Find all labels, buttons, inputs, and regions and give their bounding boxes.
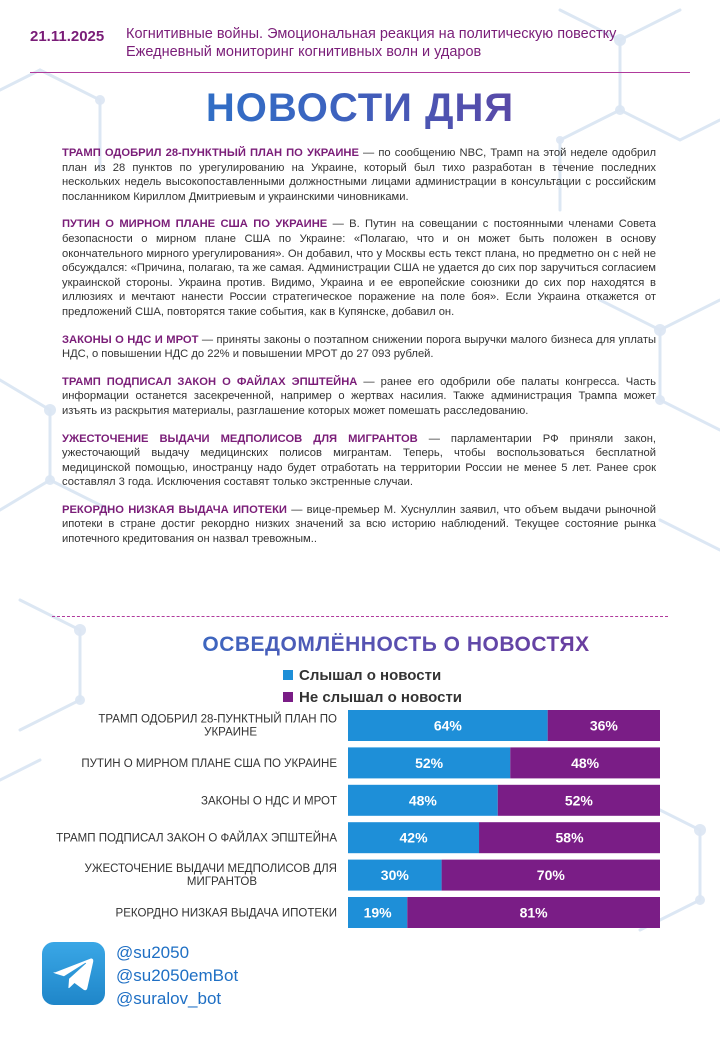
bar-value-label: 19% <box>363 904 392 921</box>
footer <box>42 942 342 1012</box>
category-label: ЗАКОНЫ О НДС И МРОТ <box>201 795 337 808</box>
category-label: УЖЕСТОЧЕНИЕ ВЫДАЧИ МЕДПОЛИСОВ ДЛЯ МИГРАНТОВ <box>84 863 337 889</box>
news-headline: ЗАКОНЫ О НДС И МРОТ <box>62 333 199 346</box>
news-headline: РЕКОРДНО НИЗКАЯ ВЫДАЧА ИПОТЕКИ <box>62 503 287 516</box>
telegram-handles <box>116 941 238 1010</box>
subtitle-line-1: Когнитивные войны. Эмоциональная реакция на политическую повестку <box>126 26 617 42</box>
bar-value-label: 36% <box>589 717 618 734</box>
news-text: — ранее его одобрили обе палаты конгресса. Часть информации останется засекреченной, например о жертвах насилия. Также администрация Трампа может изъять из раскрытия материалы, разглашение которых может помешать расследованию. <box>62 375 656 417</box>
bar-value-label: 30% <box>380 867 409 884</box>
legend-label-not-heard: Не слышал о новости <box>299 688 463 706</box>
bar-value-label: 64% <box>433 717 462 734</box>
news-text: — парламентарии РФ приняли закон, ужесточающий выдачу медицинских полисов мигрантам. Теперь, чтобы воспользоваться бесплатной медицинской помощью, иностранцу надо будет отработать на территории России не менее 5 лет. Ранее срок составлял 3 года. Исключения составят только экстренные случаи. <box>62 432 657 489</box>
news-headline: ПУТИН О МИРНОМ ПЛАНЕ США ПО УКРАИНЕ <box>62 218 328 231</box>
bar-value-label: 58% <box>555 829 584 846</box>
handle-link[interactable]: @su2050 <box>116 943 190 962</box>
category-label: ТРАМП ОДОБРИЛ 28-ПУНКТНЫЙ ПЛАН ПО УКРАИНЕ <box>98 713 337 739</box>
news-headline: УЖЕСТОЧЕНИЕ ВЫДАЧИ МЕДПОЛИСОВ ДЛЯ МИГРАНТОВ <box>62 432 418 445</box>
report-date: 21.11.2025 <box>30 28 105 45</box>
bar-value-label: 48% <box>571 754 600 771</box>
news-headline: ТРАМП ОДОБРИЛ 28-ПУНКТНЫЙ ПЛАН ПО УКРАИНЕ <box>62 147 359 159</box>
news-text: — В. Путин на совещании с постоянными членами Совета безопасности о мирном плане США по Украине: «Полагаю, что и он может быть положен в основу окончательного мирного урегулирования». Он добавил, что у Москвы есть текст плана, но предметно он с ней не обсуждался: «Причина, полагаю, та же самая. Администрации США не удается до сих пор заручиться согласием украинской стороны. Украина против. Видимо, Украина и ее европейские союзники до сих пор находятся в иллюзиях и мечтают нанести России стратегическое поражение на поле боя». Если Украина откажется от предложений США, повторятся такие события, как в Купянске, добавил он. <box>62 218 656 318</box>
telegram-icon[interactable] <box>42 942 105 1005</box>
bar-value-label: 42% <box>399 829 428 846</box>
news-text: — вице-премьер М. Хуснуллин заявил, что объем выдачи рыночной ипотеки в стране достиг рекордно низких значений за всю историю наблюдений. Текущее состояние рынка ипотечного кредитования он назвал тревожным.. <box>62 503 656 546</box>
bar-value-label: 70% <box>536 867 565 884</box>
category-label: ТРАМП ПОДПИСАЛ ЗАКОН О ФАЙЛАХ ЭПШТЕЙНА <box>56 832 337 845</box>
category-label: РЕКОРДНО НИЗКАЯ ВЫДАЧА ИПОТЕКИ <box>115 907 337 920</box>
news-headline: ТРАМП ПОДПИСАЛ ЗАКОН О ФАЙЛАХ ЭПШТЕЙНА <box>62 375 358 388</box>
category-label: ПУТИН О МИРНОМ ПЛАНЕ США ПО УКРАИНЕ <box>81 757 337 770</box>
news-text: — по сообщению NBC, Трамп на этой неделе одобрил план из 28 пунктов по урегулированию на Украине, который был тихо разработан в течение последних нескольких недель высокопоставленными должностными лицами администрации в консультации с российским посланником Кириллом Дмитриевым и украинскими чиновниками. <box>62 147 656 203</box>
bar-value-label: 52% <box>564 792 593 809</box>
legend-label-heard: Слышал о новости <box>299 666 442 684</box>
handle-link[interactable]: @suralov_bot <box>116 989 222 1008</box>
chart-title: ОСВЕДОМЛЁННОСТЬ О НОВОСТЯХ <box>0 633 720 657</box>
page-title: НОВОСТИ ДНЯ <box>0 86 720 131</box>
handle-link[interactable]: @su2050emBot <box>116 966 239 985</box>
bar-value-label: 81% <box>519 904 548 921</box>
bar-value-label: 48% <box>408 792 437 809</box>
news-text: — приняты законы о поэтапном снижении порога выручки малого бизнеса для уплаты НДС, о повышении НДС до 22% и повышении МРОТ до 27 093 рублей. <box>62 333 656 361</box>
bar-value-label: 52% <box>415 754 444 771</box>
subtitle-line-2: Ежедневный мониторинг когнитивных волн и ударов <box>126 44 482 60</box>
